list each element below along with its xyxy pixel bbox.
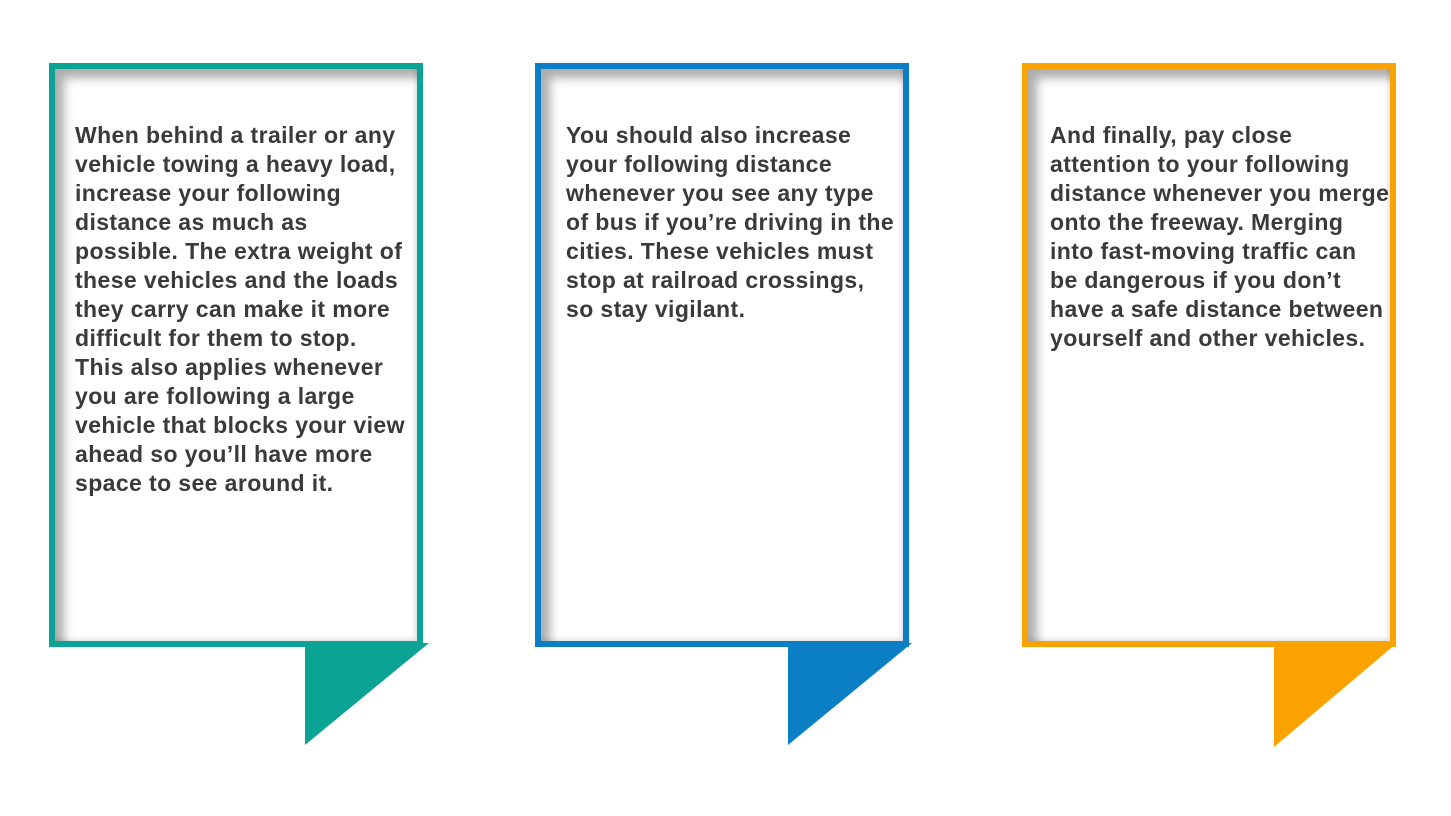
callout-bus [535,63,910,746]
callout-text: You should also increase your following distance whenever you see any type of bus if you’re driving in the cities. These vehicles must stop at railroad crossings, so stay vigilant. [566,122,895,322]
callout-freeway [1022,63,1397,746]
callout-text: When behind a trailer or any vehicle towing a heavy load, increase your following distance as much as possible. The extra weight of these vehicles and the loads they carry can make it more difficult for them to stop. This also applies whenever you are following a large vehicle that blocks your view ahead so you’ll have more space to see around it. [75,122,405,496]
callout-text: And finally, pay close attention to your following distance whenever you merge onto the freeway. Merging into fast-moving traffic can be dangerous if you don’t have a safe distance between yourself and other vehicles. [1050,122,1390,351]
callout-trailer [49,63,424,746]
